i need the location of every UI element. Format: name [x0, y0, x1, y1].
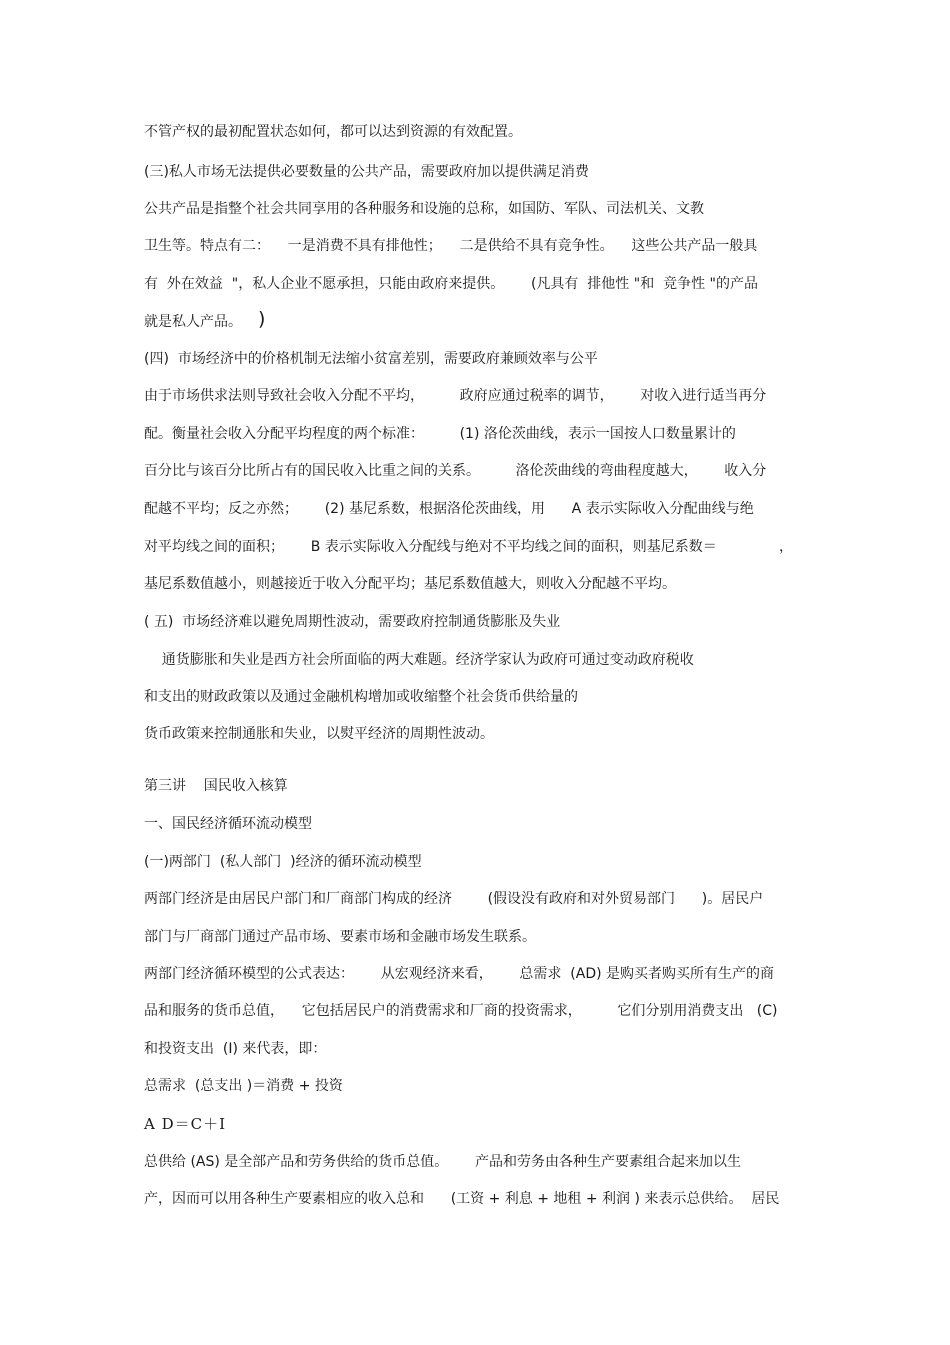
formula-line: A D＝C＋I [144, 1115, 227, 1133]
section-heading-4: (四) 市场经济中的价格机制无法缩小贫富差别，需要政府兼顾效率与公平 [144, 351, 598, 367]
text-line: 百分比与该百分比所占有的国民收入比重之间的关系。 洛伦茨曲线的弯曲程度越大， 收入分 [144, 463, 767, 479]
text-line: 总供给 (AS) 是全部产品和劳务供给的货币总值。 产品和劳务由各种生产要素组合起来加以生 [144, 1154, 741, 1170]
text-line: 配越不平均；反之亦然； (2) 基尼系数，根据洛伦茨曲线，用 A 表示实际收入分配曲线与绝 [144, 501, 754, 517]
text-line: 有 外在效益 "，私人企业不愿承担，只能由政府来提供。 (凡具有 排他性 "和 竞争性 "的产品 [144, 276, 758, 292]
subsection-heading: (一)两部门 (私人部门 )经济的循环流动模型 [144, 854, 422, 870]
text-line: 通货膨胀和失业是西方社会所面临的两大难题。经济学家认为政府可通过变动政府税收 [144, 652, 694, 668]
text-line: 货币政策来控制通胀和失业，以熨平经济的周期性波动。 [144, 726, 494, 742]
text-line: 两部门经济循环模型的公式表达： 从宏观经济来看， 总需求 (AD) 是购买者购买所有生产的商 [144, 966, 775, 982]
text-line: 品和服务的货币总值， 它包括居民户的消费需求和厂商的投资需求， 它们分别用消费支出 (C) [144, 1003, 778, 1019]
lecture-title: 第三讲 国民收入核算 [144, 778, 288, 794]
text-line: 由于市场供求法则导致社会收入分配不平均， 政府应通过税率的调节， 对收入进行适当再分 [144, 388, 767, 404]
text-line: 两部门经济是由居民户部门和厂商部门构成的经济 (假设没有政府和对外贸易部门 )。居民户 [144, 891, 764, 907]
text-line: 基尼系数值越小，则越接近于收入分配平均；基尼系数值越大，则收入分配越不平均。 [144, 576, 676, 592]
text-line: 配。衡量社会收入分配平均程度的两个标准： (1) 洛伦茨曲线，表示一国按人口数量累计的 [144, 426, 736, 442]
text-line: 部门与厂商部门通过产品市场、要素市场和金融市场发生联系。 [144, 929, 536, 945]
text-line: 和支出的财政政策以及通过金融机构增加或收缩整个社会货币供给量的 [144, 689, 578, 705]
text-line: 公共产品是指整个社会共同享用的各种服务和设施的总称，如国防、军队、司法机关、文教 [144, 201, 704, 217]
section-heading: 一、国民经济循环流动模型 [144, 816, 312, 832]
text-line: 和投资支出 (I) 来代表，即： [144, 1041, 327, 1057]
text-line: 卫生等。特点有二： 一是消费不具有排他性； 二是供给不具有竞争性。 这些公共产品一般具 [144, 238, 758, 254]
text-line: 对平均线之间的面积； B 表示实际收入分配线与绝对不平均线之间的面积，则基尼系数＝ ， [144, 539, 794, 555]
section-heading-5: ( 五) 市场经济难以避免周期性波动，需要政府控制通货膨胀及失业 [144, 614, 561, 630]
text-line: 产，因而可以用各种生产要素相应的收入总和 (工资 + 利息 + 地租 + 利润 ) 来表示总供给。 居民 [144, 1191, 780, 1207]
text-line: 总需求 (总支出 )＝消费 + 投资 [144, 1078, 343, 1094]
close-paren: ) [258, 308, 266, 330]
text-line: 就是私人产品。 [144, 314, 251, 330]
section-heading-3: (三)私人市场无法提供必要数量的公共产品，需要政府加以提供满足消费 [144, 164, 589, 180]
text-line: 不管产权的最初配置状态如何，都可以达到资源的有效配置。 [144, 124, 522, 140]
